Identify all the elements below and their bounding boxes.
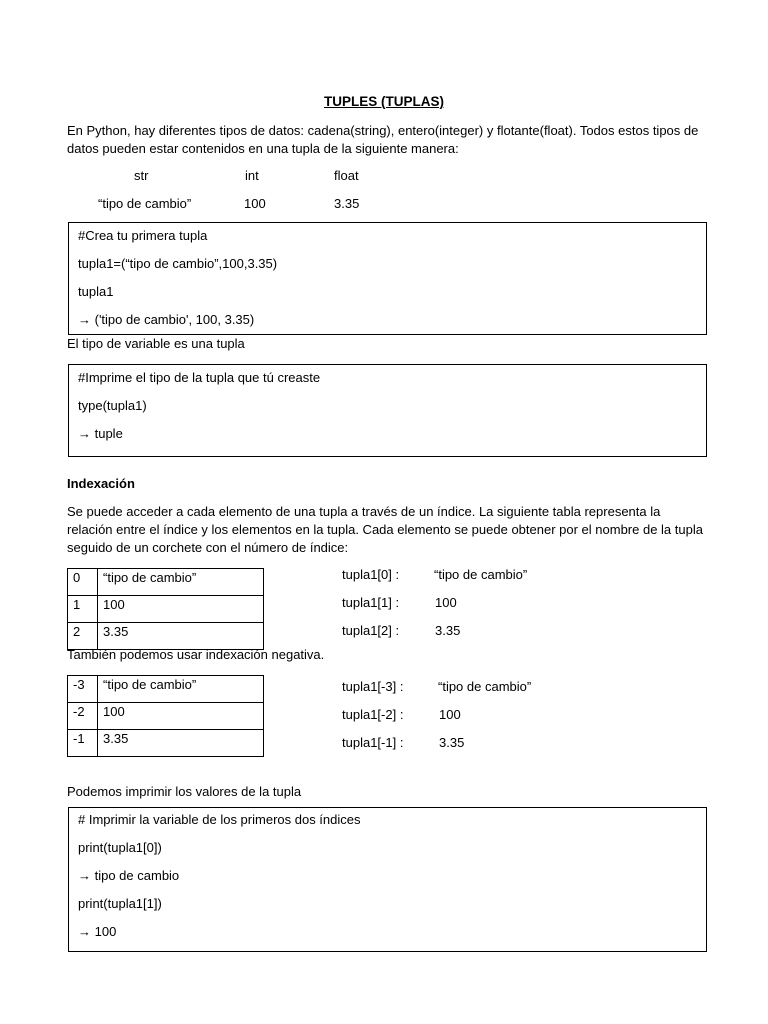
access-expr: tupla1[2] :	[342, 623, 400, 638]
value-cell: 3.35	[98, 730, 264, 757]
access-value: 3.35	[435, 623, 461, 638]
code-line: tupla1	[78, 284, 114, 299]
code-output: → tuple	[78, 426, 123, 441]
table-row	[68, 569, 264, 596]
index-cell: -3	[68, 676, 98, 703]
access-value: “tipo de cambio”	[434, 567, 528, 582]
index-cell: 2	[68, 623, 98, 650]
types-value-float: 3.35	[334, 196, 360, 211]
value-cell: 100	[98, 596, 264, 623]
value-cell: 3.35	[98, 623, 264, 650]
table-row	[68, 676, 264, 703]
page-title: TUPLES (TUPLAS)	[324, 94, 444, 109]
code-line: print(tupla1[1])	[78, 896, 162, 911]
value-cell: “tipo de cambio”	[98, 569, 264, 596]
table-row	[68, 703, 264, 730]
types-header-str: str	[134, 168, 149, 183]
negative-note: También podemos usar indexación negativa.	[67, 647, 325, 662]
types-header-int: int	[245, 168, 259, 183]
table-row	[68, 596, 264, 623]
code-output: → 100	[78, 924, 117, 939]
intro-paragraph: En Python, hay diferentes tipos de datos: cadena(string), entero(integer) y flotante(float). Todos estos tipos de datos pueden estar contenidos en una tupla de la siguiente manera:	[67, 123, 699, 156]
negative-index-table	[67, 675, 264, 757]
code-output: → tipo de cambio	[78, 868, 180, 883]
access-expr: tupla1[0] :	[342, 567, 400, 582]
code-line: tupla1=(“tipo de cambio”,100,3.35)	[78, 256, 278, 271]
table-row	[68, 623, 264, 650]
access-value: 3.35	[439, 735, 465, 750]
index-cell: -1	[68, 730, 98, 757]
value-cell: 100	[98, 703, 264, 730]
access-expr: tupla1[-1] :	[342, 735, 404, 750]
type-note: El tipo de variable es una tupla	[67, 336, 245, 351]
index-cell: -2	[68, 703, 98, 730]
print-note: Podemos imprimir los valores de la tupla	[67, 784, 302, 799]
index-cell: 0	[68, 569, 98, 596]
code-line: type(tupla1)	[78, 398, 147, 413]
index-cell: 1	[68, 596, 98, 623]
code-block-create-tuple	[68, 222, 707, 335]
code-line: #Crea tu primera tupla	[78, 228, 208, 243]
positive-index-table	[67, 568, 264, 650]
code-line: print(tupla1[0])	[78, 840, 162, 855]
access-expr: tupla1[-3] :	[342, 679, 404, 694]
types-value-int: 100	[244, 196, 266, 211]
code-line: #Imprime el tipo de la tupla que tú creaste	[78, 370, 321, 385]
code-line: # Imprimir la variable de los primeros dos índices	[78, 812, 361, 827]
code-block-print	[68, 807, 707, 952]
code-output: → ('tipo de cambio', 100, 3.35)	[78, 312, 255, 327]
access-value: 100	[435, 595, 457, 610]
table-row	[68, 730, 264, 757]
access-expr: tupla1[1] :	[342, 595, 400, 610]
access-value: “tipo de cambio”	[438, 679, 532, 694]
access-expr: tupla1[-2] :	[342, 707, 404, 722]
value-cell: “tipo de cambio”	[98, 676, 264, 703]
indexing-heading: Indexación	[67, 476, 135, 491]
access-value: 100	[439, 707, 461, 722]
types-header-float: float	[334, 168, 359, 183]
types-value-str: “tipo de cambio”	[98, 196, 192, 211]
code-block-type	[68, 364, 707, 457]
indexing-paragraph: Se puede acceder a cada elemento de una tupla a través de un índice. La siguiente tabla representa la relación entre el índice y los elementos en la tupla. Cada elemento se puede obtener por el nombre de la tupla seguido de un corchete con el número de índice:	[67, 504, 703, 555]
